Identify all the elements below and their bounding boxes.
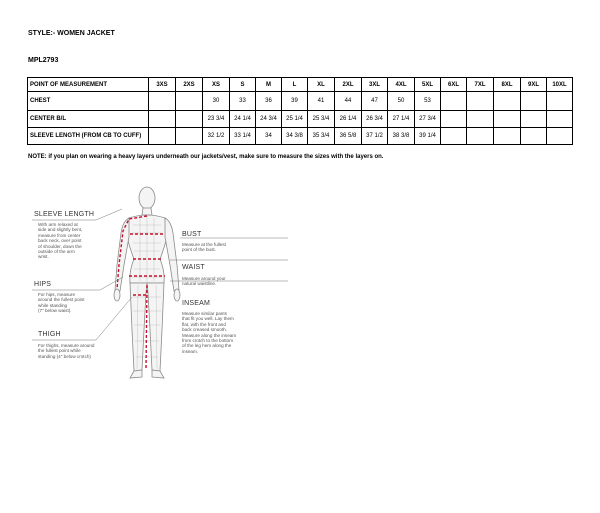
size-chart-table	[27, 77, 573, 145]
instruction-line: that fit you well. Lay them	[182, 316, 234, 322]
header-size-10xl: 10XL	[547, 78, 573, 92]
table-cell	[176, 128, 203, 145]
table-cell: 39	[282, 92, 308, 111]
table-cell	[441, 128, 467, 145]
table-cell	[467, 128, 494, 145]
table-cell: 47	[362, 92, 388, 111]
inseam-instructions	[182, 311, 236, 354]
row-label: CENTER B/L	[28, 111, 149, 128]
table-header-row	[28, 78, 573, 92]
table-row	[28, 111, 573, 128]
instruction-line: For hips, measure	[38, 292, 76, 297]
instruction-line: outside of the arm	[38, 249, 75, 255]
table-row	[28, 128, 573, 145]
instruction-line: With arm relaxed at	[38, 222, 78, 227]
instruction-line: natural waistline.	[182, 281, 217, 287]
thigh-title: THIGH	[38, 331, 61, 338]
table-cell: 24 1/4	[230, 111, 256, 128]
waist-instructions	[182, 276, 226, 287]
instruction-line: point of the bust.	[182, 247, 216, 253]
instruction-line: back creased smooth.	[182, 327, 227, 333]
hips-title: HIPS	[34, 281, 52, 288]
table-cell	[547, 92, 573, 111]
table-cell	[176, 111, 203, 128]
table-cell: 30	[203, 92, 230, 111]
header-size-4xl: 4XL	[388, 78, 415, 92]
instruction-line: Measure at the fullest	[182, 242, 226, 247]
table-cell: 44	[335, 92, 362, 111]
instruction-line: Measure around your	[182, 276, 226, 281]
table-cell: 37 1/2	[362, 128, 388, 145]
header-size-xl: XL	[308, 78, 335, 92]
waist-title: WAIST	[182, 264, 205, 271]
header-size-xs: XS	[203, 78, 230, 92]
header-size-2xl: 2XL	[335, 78, 362, 92]
table-cell	[149, 128, 176, 145]
header-size-8xl: 8XL	[494, 78, 521, 92]
table-cell: 39 1/4	[415, 128, 441, 145]
instruction-line: the fullest point while	[38, 348, 81, 354]
table-cell	[521, 128, 547, 145]
table-cell: 50	[388, 92, 415, 111]
header-size-m: M	[256, 78, 282, 92]
instruction-line: measure from center	[38, 232, 81, 238]
sleeve-length-title: SLEEVE LENGTH	[34, 211, 95, 218]
instruction-line: flat, with the front and	[182, 321, 226, 327]
header-size-s: S	[230, 78, 256, 92]
header-point-of-measurement: POINT OF MEASUREMENT	[28, 78, 149, 92]
table-cell: 25 3/4	[308, 111, 335, 128]
table-cell	[467, 92, 494, 111]
header-size-5xl: 5XL	[415, 78, 441, 92]
instruction-line: around the fullest point	[38, 297, 85, 303]
table-cell	[494, 92, 521, 111]
table-cell: 53	[415, 92, 441, 111]
table-cell	[494, 128, 521, 145]
table-cell: 41	[308, 92, 335, 111]
header-size-6xl: 6XL	[441, 78, 467, 92]
table-cell: 23 3/4	[203, 111, 230, 128]
instruction-line: Measure similar pants	[182, 311, 227, 316]
instruction-line: while standing	[38, 302, 68, 308]
instruction-line: For thighs, measure around	[38, 343, 95, 348]
instruction-line: standing (4" below crotch)	[38, 353, 91, 359]
table-cell	[547, 128, 573, 145]
inseam-title: INSEAM	[182, 300, 211, 307]
layering-note: NOTE: if you plan on wearing a heavy layers underneath our jackets/vest, make sure to measure the sizes with the layers on.	[28, 154, 384, 160]
instruction-line: side and slightly bent,	[38, 227, 83, 233]
header-size-3xl: 3XL	[362, 78, 388, 92]
table-cell: 33	[230, 92, 256, 111]
style-title: STYLE:- WOMEN JACKET	[28, 30, 115, 37]
table-cell: 33 1/4	[230, 128, 256, 145]
instruction-line: Measure along the inseam	[182, 332, 237, 338]
instruction-line: of the leg hem along the	[182, 343, 232, 349]
header-size-l: L	[282, 78, 308, 92]
table-cell	[494, 111, 521, 128]
table-row	[28, 92, 573, 111]
header-size-9xl: 9XL	[521, 78, 547, 92]
instruction-line: from crotch to the bottom	[182, 338, 234, 344]
table-cell: 24 3/4	[256, 111, 282, 128]
table-cell	[176, 92, 203, 111]
table-cell: 26 1/4	[335, 111, 362, 128]
style-code: MPL2793	[28, 57, 59, 64]
table-cell	[149, 111, 176, 128]
table-cell: 36	[256, 92, 282, 111]
bust-title: BUST	[182, 231, 202, 238]
header-size-7xl: 7XL	[467, 78, 494, 92]
row-label: SLEEVE LENGTH (FROM CB TO CUFF)	[28, 128, 149, 145]
table-cell: 35 3/4	[308, 128, 335, 145]
measurement-guide	[30, 185, 290, 400]
header-size-2xs: 2XS	[176, 78, 203, 92]
header-size-3xs: 3XS	[149, 78, 176, 92]
table-cell: 26 3/4	[362, 111, 388, 128]
table-cell: 36 5/8	[335, 128, 362, 145]
table-cell: 38 3/8	[388, 128, 415, 145]
sleeve-length-instructions	[38, 222, 82, 260]
table-cell	[467, 111, 494, 128]
row-label: CHEST	[28, 92, 149, 111]
table-cell	[441, 111, 467, 128]
thigh-instructions	[38, 343, 94, 359]
instruction-line: inseam.	[182, 348, 199, 354]
hips-instructions	[38, 292, 84, 314]
table-cell: 34	[256, 128, 282, 145]
bust-instructions	[182, 242, 226, 253]
table-cell	[441, 92, 467, 111]
table-cell: 25 1/4	[282, 111, 308, 128]
table-cell: 27 1/4	[388, 111, 415, 128]
table-cell: 34 3/8	[282, 128, 308, 145]
table-cell	[521, 92, 547, 111]
table-cell	[149, 92, 176, 111]
instruction-line: of shoulder, down the	[38, 243, 82, 249]
instruction-line: back neck, over point	[38, 238, 82, 244]
table-cell: 27 3/4	[415, 111, 441, 128]
instruction-line: wrist.	[38, 254, 49, 260]
instruction-line: (7" below waist).	[38, 308, 72, 314]
table-cell	[547, 111, 573, 128]
table-cell	[521, 111, 547, 128]
table-cell: 32 1/2	[203, 128, 230, 145]
